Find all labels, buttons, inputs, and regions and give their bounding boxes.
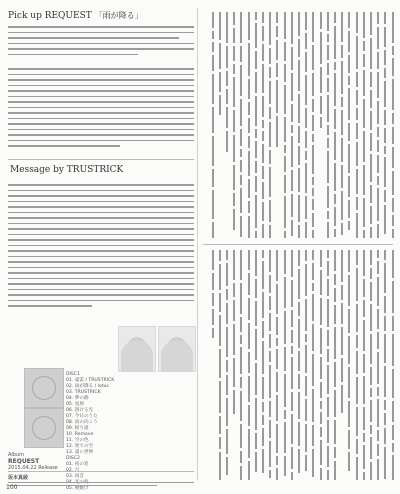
album-label: Album [8, 452, 25, 458]
vertical-text-column [383, 250, 388, 482]
vertical-text-column [311, 12, 316, 241]
message-heading: Message by TRUSTRICK [10, 165, 124, 175]
track-line: 13. 遠い世界 [66, 450, 94, 455]
track-line: 06. 溶ける光 [66, 408, 94, 413]
track-line: 01. 夜の窓 [66, 462, 89, 467]
vertical-text-column [217, 250, 222, 483]
vertical-text-column [376, 250, 381, 483]
track-line: 10. Remove [66, 432, 94, 437]
column-divider [197, 8, 198, 480]
body-paragraph-1 [8, 68, 194, 151]
track-line: 04. 夢の跡 [66, 396, 89, 401]
vertical-text-column [318, 250, 323, 483]
track-line: 09. 帰り道 [66, 426, 89, 431]
vertical-text-column [253, 250, 258, 475]
credits-name: 坂本真綾 [8, 475, 29, 481]
request-title-en: Pick up REQUEST [8, 11, 92, 21]
track-line: DISC1 [66, 372, 80, 377]
vertical-text-column [368, 250, 373, 483]
vertical-text-column [340, 250, 345, 416]
track-line: DISC2 [66, 456, 80, 461]
vertical-text-column [275, 12, 280, 150]
track-line: 05. 朝焼け [66, 486, 89, 491]
vertical-text-column [268, 250, 273, 481]
track-line: 03. 雨音 [66, 474, 84, 479]
album-release-date: 2015.04.22 Release [8, 465, 58, 471]
vertical-text-column [332, 12, 337, 240]
vertical-text-column [232, 12, 237, 233]
vertical-text-column [354, 12, 359, 241]
track-line: 11. 空の色 [66, 438, 89, 443]
vertical-text-column [311, 250, 316, 480]
vertical-text-column [354, 250, 359, 483]
message-paragraph [8, 184, 194, 311]
vertical-text-column [210, 12, 215, 241]
vertical-text-column [253, 12, 258, 241]
vertical-text-column [217, 12, 222, 118]
track-line: 05. 星屑 [66, 402, 84, 407]
vertical-text-column [390, 12, 395, 241]
vertical-text-column [347, 12, 352, 233]
track-line: 08. 雨の向こう [66, 420, 98, 425]
vertical-text-column [296, 12, 301, 241]
request-title-ja: 「雨が降る」 [94, 11, 143, 20]
vertical-text-column [289, 12, 294, 239]
vertical-text-column [304, 12, 309, 241]
album-cover-2 [24, 408, 64, 448]
right-middle-rule [203, 244, 393, 245]
vertical-text-column [210, 250, 215, 341]
vertical-text-column [224, 250, 229, 478]
vertical-text-column [246, 250, 251, 483]
vertical-text-column [239, 12, 244, 240]
vertical-text-column [325, 250, 330, 483]
vertical-text-column [318, 12, 323, 131]
vertical-text-column [239, 250, 244, 483]
vertical-text-column [282, 250, 287, 479]
vertical-text-column [361, 250, 366, 483]
vertical-text-column [368, 12, 373, 241]
album-title: REQUEST [8, 458, 40, 465]
vertical-text-column [260, 250, 265, 476]
track-list [66, 372, 192, 492]
vertical-text-column [304, 250, 309, 474]
vertical-text-column [340, 12, 345, 238]
section-rule [8, 159, 194, 160]
vertical-text-column [282, 12, 287, 241]
vertical-text-column [289, 250, 294, 483]
album-cover-1 [24, 368, 64, 408]
vertical-text-column [332, 250, 337, 483]
vertical-text-column [246, 12, 251, 241]
track-line: 07. 今日のうた [66, 414, 98, 419]
credits-rule [8, 471, 194, 472]
vertical-text-column [224, 12, 229, 155]
artist-photo-2 [158, 326, 196, 372]
track-line: 12. 果ての空 [66, 444, 94, 449]
vertical-text-column [390, 250, 395, 483]
vertical-text-column [347, 250, 352, 474]
vertical-text-column [361, 12, 366, 241]
track-line: 03. TRUSTRICK [66, 390, 101, 395]
vertical-text-column [325, 12, 330, 241]
page-number: 100 [6, 484, 18, 491]
vertical-text-column [260, 12, 265, 241]
credits-text [8, 482, 194, 488]
intro-paragraph [8, 26, 194, 59]
artist-photo-1 [118, 326, 156, 372]
vertical-text-column [383, 12, 388, 237]
track-line: 02. 雨が降る / lotus [66, 384, 109, 389]
vertical-text-column [232, 250, 237, 417]
vertical-text-column [376, 12, 381, 241]
request-heading [8, 10, 143, 21]
vertical-text-column [275, 250, 280, 483]
track-line: 01. 遠雷 / TRUSTRICK [66, 378, 115, 383]
vertical-text-column [296, 250, 301, 476]
vertical-text-column [268, 12, 273, 241]
